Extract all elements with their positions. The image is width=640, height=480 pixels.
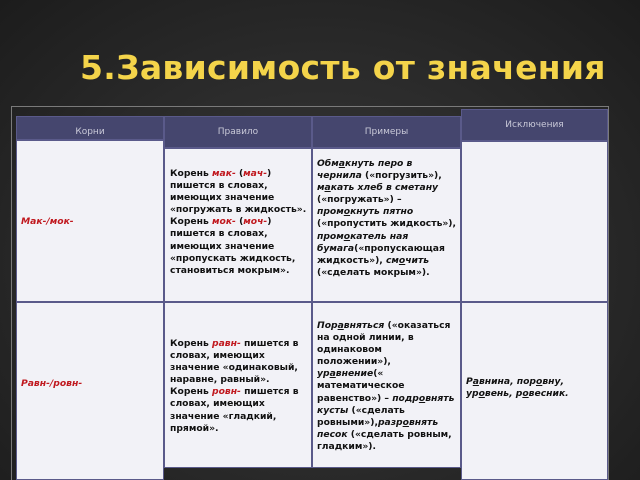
text-segment: Р — [466, 376, 473, 387]
text-segment: (« математическое равенство») – — [317, 368, 405, 404]
text-segment: Корень — [170, 168, 212, 179]
exceptions-text-2 — [466, 376, 604, 400]
text-segment: м — [317, 182, 325, 194]
text-segment: пишется в словах, имеющих значение «одинаковый, наравне, равный». Корень — [170, 338, 299, 398]
text-segment: («погрузить»), — [361, 170, 442, 182]
text-segment: моч- — [243, 216, 268, 228]
examples-text-1 — [317, 158, 458, 279]
text-segment: мок- — [212, 216, 236, 228]
text-segment: («погружать») – — [317, 194, 402, 206]
text-segment: внение — [335, 368, 374, 380]
text-segment: а — [338, 158, 345, 169]
cell-exceptions-1 — [461, 141, 608, 302]
root-label-2: Равн-/ровн- — [21, 378, 83, 389]
root-label-1: Мак-/мок- — [21, 216, 74, 227]
text-segment: а — [472, 376, 479, 387]
text-segment: вну, ур — [466, 376, 564, 400]
text-segment: а — [337, 320, 344, 331]
text-segment: катель ная бумага — [317, 230, 409, 254]
text-segment: вень, р — [484, 388, 523, 400]
cell-root-2 — [16, 302, 164, 480]
text-segment: а — [324, 182, 331, 194]
text-segment: ) пишется в словах, имеющих значение «пропускать жидкость, становиться мокрым». — [170, 216, 296, 276]
text-segment: ) пишется в словах, имеющих значение «погружать в жидкость». Корень — [170, 168, 307, 228]
text-segment: о — [418, 392, 426, 404]
text-segment: («пропускающая жидкость»), — [317, 242, 445, 266]
text-segment: Корень — [170, 338, 212, 349]
text-segment: мач- — [243, 168, 268, 179]
text-segment: ( — [235, 216, 244, 228]
text-segment: чить — [405, 254, 430, 266]
rule-text-2 — [170, 338, 308, 435]
text-segment: («сделать мокрым»). — [317, 266, 430, 278]
text-segment: о — [402, 416, 409, 428]
text-segment: внять песок — [317, 416, 439, 440]
text-segment: Обм — [317, 158, 339, 169]
text-segment: пром — [317, 206, 344, 218]
examples-text-2 — [317, 320, 458, 453]
text-segment: о — [398, 254, 406, 266]
text-segment: внина, пор — [478, 376, 537, 387]
text-segment: весник. — [528, 388, 569, 400]
text-segment: о — [343, 206, 351, 218]
text-segment: разр — [377, 416, 403, 428]
header-exceptions: Исключения — [461, 109, 608, 141]
text-segment: пишется в словах, имеющих значение «гладкий, прямой». — [170, 386, 299, 434]
header-roots: Корни — [16, 116, 164, 140]
header-examples: Примеры — [312, 116, 461, 148]
text-segment: см — [385, 254, 399, 266]
text-segment: пром — [317, 230, 344, 242]
text-segment: («оказаться на одной линии, в одинаковом положении»), — [317, 320, 451, 368]
header-rule: Правило — [164, 116, 312, 148]
text-segment: внять кусты — [317, 392, 455, 416]
text-segment: кнуть перо в чернила — [317, 158, 413, 182]
text-segment: о — [536, 376, 543, 387]
text-segment: ( — [235, 168, 244, 179]
text-segment: ровн- — [212, 386, 241, 398]
text-segment: («сделать ровным, гладким»). — [317, 428, 452, 452]
rule-text-1 — [170, 168, 308, 277]
text-segment: подр — [392, 392, 419, 404]
slide-title: 5.Зависимость от значения — [80, 48, 606, 87]
text-segment: мак- — [212, 168, 236, 179]
text-segment: вняться — [343, 320, 385, 331]
text-segment: кать хлеб в сметану — [330, 182, 439, 194]
text-segment: а — [329, 368, 336, 380]
text-segment: равн- — [212, 338, 241, 349]
text-segment: ур — [317, 368, 330, 380]
text-segment: о — [343, 230, 351, 242]
text-segment: («пропустить жидкость»), — [317, 218, 457, 230]
text-segment: о — [478, 388, 485, 400]
text-segment: кнуть пятно — [350, 206, 414, 218]
text-segment: («сделать ровными»), — [317, 404, 405, 428]
text-segment: Пор — [317, 320, 338, 331]
text-segment: о — [522, 388, 529, 400]
